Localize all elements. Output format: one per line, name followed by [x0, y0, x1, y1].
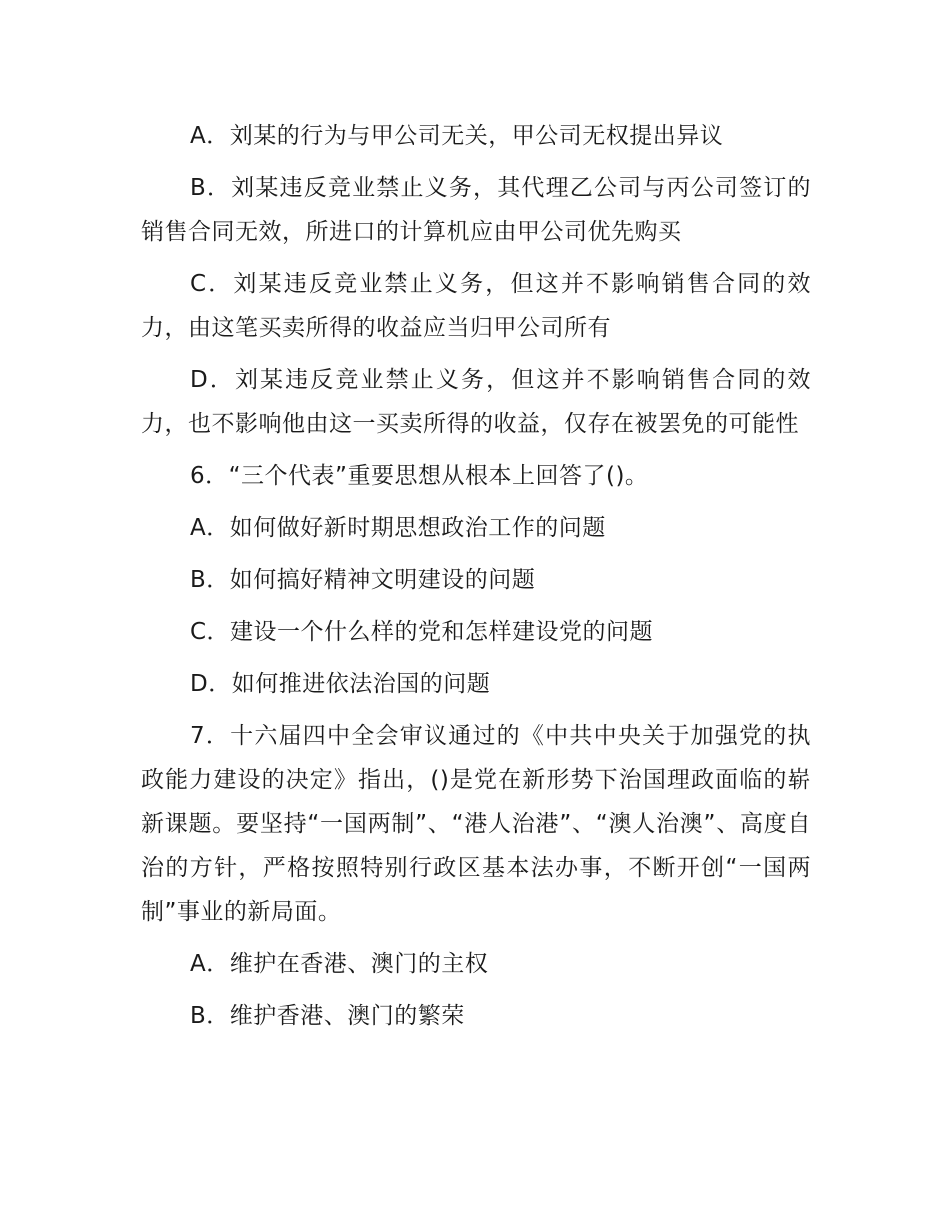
- option-d-q6: D．如何推进依法治国的问题: [190, 671, 491, 697]
- question-7: 7．十六届四中全会审议通过的《中共中央关于加强党的执政能力建设的决定》指出，()是党在新形势下治国理政面临的崭新课题。要坚持“一国两制”、“港人治港”、“澳人治澳”、高度自治的方针，严格按照特别行政区基本法办事，不断开创“一国两制”事业的新局面。: [141, 723, 811, 925]
- option-b-q6: B．如何搞好精神文明建设的问题: [190, 567, 536, 593]
- option-d-q5: D．刘某违反竞业禁止义务，但这并不影响销售合同的效力，也不影响他由这一买卖所得的收益，仅存在被罢免的可能性: [141, 367, 811, 437]
- option-a-q6: A．如何做好新时期思想政治工作的问题: [190, 515, 606, 541]
- document-body: [141, 114, 811, 1046]
- question-6: 6．“三个代表”重要思想从根本上回答了()。: [190, 463, 649, 489]
- option-b-q5: B．刘某违反竞业禁止义务，其代理乙公司与丙公司签订的销售合同无效，所进口的计算机应由甲公司优先购买: [141, 175, 811, 245]
- option-a-q7: A．维护在香港、澳门的主权: [190, 951, 489, 977]
- option-c-q5: C．刘某违反竞业禁止义务，但这并不影响销售合同的效力，由这笔买卖所得的收益应当归甲公司所有: [141, 271, 811, 341]
- option-a-q5: A．刘某的行为与甲公司无关，甲公司无权提出异议: [190, 123, 724, 149]
- option-b-q7: B．维护香港、澳门的繁荣: [190, 1003, 465, 1029]
- option-c-q6: C．建设一个什么样的党和怎样建设党的问题: [190, 619, 654, 645]
